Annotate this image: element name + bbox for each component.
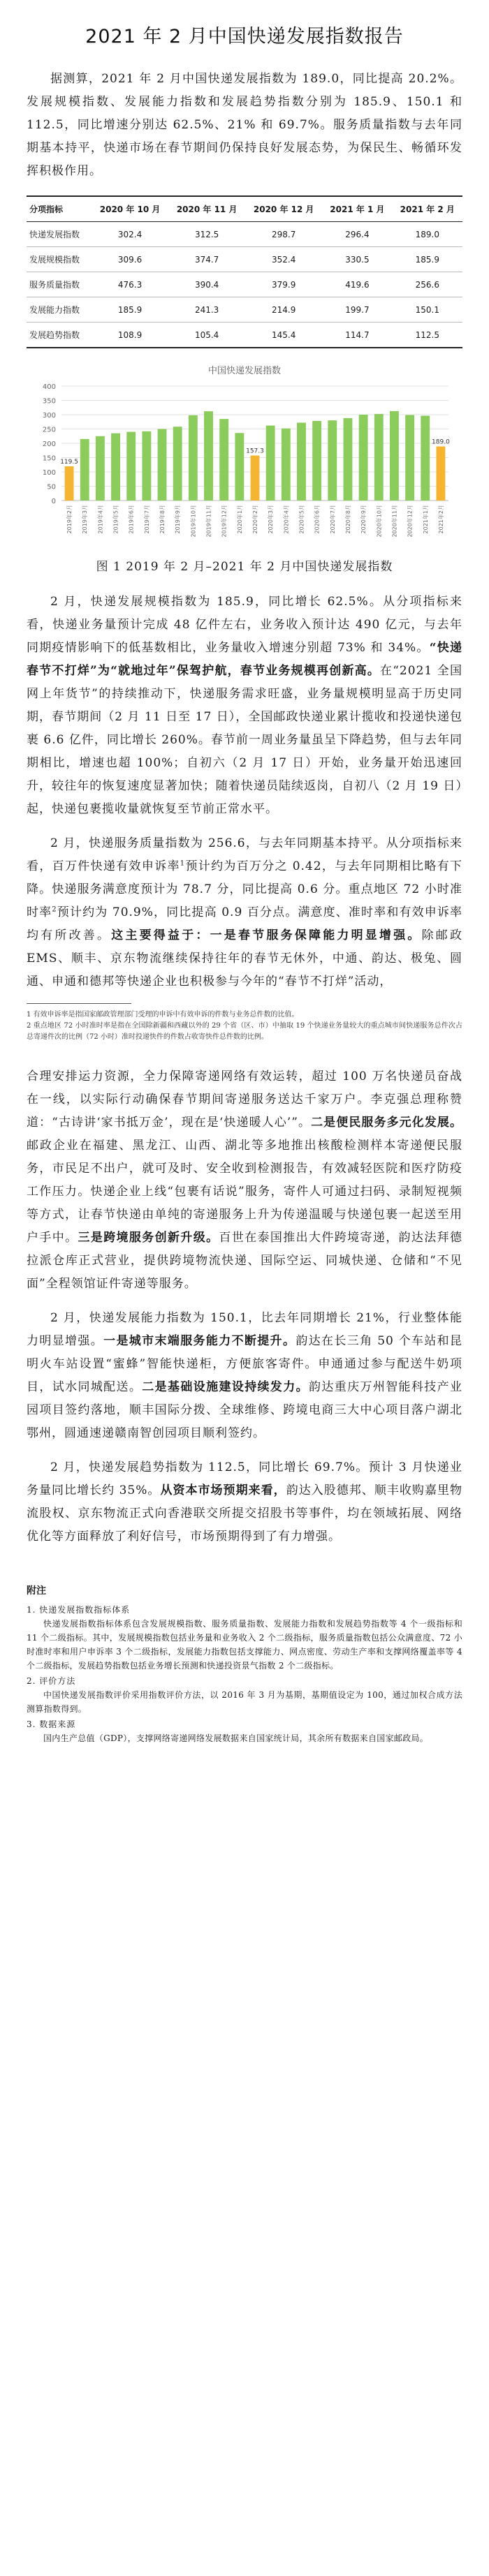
table-cell: 309.6 (92, 247, 168, 272)
quality-text-6: 邮政企业在福建、黑龙江、山西、湖北等多地推出核酸检测样本寄递便民服务，市民足不出户，就可及时、安全收到检测报告，有效减轻医院和医疗防疫工作压力。快递企业上线“包裹有话说”服务，寄件人可通过扫码、录制短视频等方式，让春节快递由单纯的寄递服务上升为传递温暖与快递包裹一起送至用户手中。 (27, 1139, 462, 1245)
table-row (27, 247, 462, 272)
x-tick-label: 2019年4月 (97, 505, 104, 534)
table-cell: 189.0 (393, 222, 462, 247)
report-title: 2021 年 2 月中国快递发展指数报告 (85, 26, 404, 47)
table-cell: 145.4 (245, 323, 322, 348)
table-cell: 发展规模指数 (27, 247, 92, 272)
table-header-cell: 分项指标 (27, 196, 92, 222)
table-cell: 105.4 (168, 323, 245, 348)
quality-continued-paragraph (27, 1065, 462, 1296)
table-cell: 298.7 (245, 222, 322, 247)
x-tick-label: 2020年8月 (344, 505, 351, 534)
bar (374, 414, 384, 501)
trend-bold: 从资本市场预期来看， (160, 1483, 286, 1497)
x-tick-label: 2020年3月 (268, 505, 275, 534)
bar (219, 419, 228, 501)
table-cell: 352.4 (245, 247, 322, 272)
quality-paragraph (27, 832, 462, 993)
table-cell: 199.7 (322, 297, 392, 323)
y-tick-label: 50 (47, 483, 56, 491)
y-tick-label: 250 (42, 426, 56, 434)
y-tick-label: 0 (51, 498, 56, 505)
y-tick-label: 400 (42, 383, 56, 391)
table-cell: 185.9 (92, 297, 168, 323)
table-header-cell: 2021 年 1 月 (322, 196, 392, 222)
table-cell: 296.4 (322, 222, 392, 247)
table-header-cell: 2020 年 12 月 (245, 196, 322, 222)
x-tick-label: 2020年11月 (391, 505, 398, 538)
table-row (27, 323, 462, 348)
bar (189, 415, 198, 501)
bar (204, 411, 213, 501)
table-row (27, 297, 462, 323)
quality-text-2: 预计约为百万分之 0.42，与去年同期相比略有下降。快递服务满意度预计为 78.7 分，同比提高 0.6 分。重点地区 72 小时准时率 (27, 859, 463, 919)
trend-lead: 2 月，快递发展趋势指数为 112.5，同比增长 69.7%。预计 3 月快递业务量同比增长约 35%。 (27, 1460, 462, 1497)
bar (158, 429, 167, 501)
chart-caption: 图 1 2019 年 2 月–2021 年 2 月中国快递发展指数 (96, 560, 393, 574)
table-cell: 185.9 (393, 247, 462, 272)
capacity-lead: 2 月，快递发展能力指数为 150.1，比去年同期增长 21%，行业整体能力明显增强。 (27, 1311, 462, 1348)
quality-text-7: 百世在泰国推出大件跨境寄递，韵达法拜德拉派仓库正式营业，提供跨境物流快递、国际空运、同城快递、仓储和“不见面”全程领馆证件寄递等服务。 (27, 1231, 463, 1291)
x-tick-label: 2020年9月 (360, 505, 367, 534)
scale-lead: 2 月，快递发展规模指数为 185.9，同比增长 62.5%。从分项指标来看，快递业务量预计完成 48 亿件左右，业务收入预计达 490 亿元，与去年同期疫情影响下的低基数相比，业务量收入增速分别超 73% 和 34%。 (27, 595, 462, 655)
bar (111, 434, 120, 501)
capacity-bold-1: 一是城市末端服务能力不断提升。 (103, 1334, 296, 1348)
x-tick-label: 2020年6月 (314, 505, 321, 534)
scale-paragraph (27, 591, 462, 821)
appendix-item-text: 快递发展指数指标体系包含发展规模指数、服务质量指数、发展能力指数和发展趋势指数等 4 个一级指标和 11 个二级指标。其中，发展规模指数包括业务量和业务收入 2 个二级指标，服务质量指数包括公众满意度、72 小时准时率和用户申诉率 3 个二级指标，发展能力指数包括支撑能力、网点密度、劳动生产率和支撑网络覆盖率等 4 个二级指标，发展趋势指数包括业务增长预测和快递投资景气指数 2 个二级指标。 (27, 1619, 462, 1671)
table-cell: 发展能力指数 (27, 297, 92, 323)
table-cell: 390.4 (168, 272, 245, 297)
table-header-cell: 2021 年 2 月 (393, 196, 462, 222)
table-cell: 476.3 (92, 272, 168, 297)
table-cell: 302.4 (92, 222, 168, 247)
bar (359, 415, 368, 501)
footnote-ref-1: 1 (180, 859, 186, 868)
x-tick-label: 2020年7月 (329, 505, 336, 534)
footnote-2: 2 重点地区 72 小时准时率是指在全国除新疆和西藏以外的 29 个省（区、市）中抽取 19 个快递业务量较大的重点城市间快递服务总件次占总寄递件次的比例（72 小时）准时投递快件的件数占收寄快件总件数的比例。 (27, 1022, 462, 1041)
table-cell: 快递发展指数 (27, 222, 92, 247)
bar-data-label: 157.3 (246, 447, 264, 455)
table-cell: 服务质量指数 (27, 272, 92, 297)
bar (344, 418, 353, 501)
x-tick-label: 2021年2月 (437, 505, 444, 534)
capacity-text-1: 韵达在长三角 50 个车站和昆明火车站设置“蜜蜂”智能快递柜，方便旅客寄件。申通通过参与配送牛奶项目，试水同城配送。 (27, 1334, 462, 1394)
quality-bold-2: 二是便民服务多元化发展。 (311, 1116, 463, 1130)
table-cell: 150.1 (393, 297, 462, 323)
bar (421, 415, 430, 501)
footnote-1: 1 有效申诉率是指国家邮政管理部门受理的申诉中有效申诉的件数与业务总件数的比值。 (27, 1011, 299, 1019)
x-tick-label: 2019年12月 (221, 505, 228, 538)
appendix-heading: 附注 (27, 1585, 46, 1597)
x-tick-label: 2020年4月 (283, 505, 290, 534)
table-cell: 241.3 (168, 297, 245, 323)
x-tick-label: 2020年1月 (236, 505, 243, 534)
x-tick-label: 2019年9月 (175, 505, 182, 534)
bar (266, 426, 275, 501)
bar (312, 421, 321, 501)
x-tick-label: 2019年7月 (143, 505, 150, 534)
scale-bold: “快递春节不打烊”为“就地过年”保驾护航，春节业务规模再创新高。 (27, 641, 463, 678)
table-header-cell: 2020 年 10 月 (92, 196, 168, 222)
table-cell: 419.6 (322, 272, 392, 297)
table-cell: 312.5 (168, 222, 245, 247)
table-cell: 114.7 (322, 323, 392, 348)
x-tick-label: 2019年10月 (190, 505, 197, 538)
x-tick-label: 2019年5月 (112, 505, 119, 534)
index-table (27, 195, 462, 348)
table-cell: 256.6 (393, 272, 462, 297)
intro-paragraph: 据测算，2021 年 2 月中国快递发展指数为 189.0，同比提高 20.2%。发展规模指数、发展能力指数和发展趋势指数分别为 185.9、150.1 和 112.5，同比增速分别达 62.5%、21% 和 69.7%。服务质量指数与去年同期基本持平，快递市场在春节期间仍保持良好发展态势，为保民生、畅循环发挥积极作用。 (27, 72, 462, 178)
x-tick-label: 2020年10月 (376, 505, 383, 538)
scale-rest: 在“2021 全国网上年货节”的持续推动下，快递服务需求旺盛，业务量规模明显高于历史同期，春节期间（2 月 11 日至 17 日），全国邮政快递业累计揽收和投递快递包裹 6.6 亿件，同比增长 260%。春节前一周业务量虽呈下降趋势，但与去年同期相比，增速也超 100%；自初六（2 月 17 日）开始，业务量开始迅速回升，较往年的恢复速度显著加快；随着快递员陆续返岗，自初八（2 月 19 日）起，快递包裹揽收量就恢复至节前正常水平。 (27, 664, 462, 816)
trend-rest: 韵达入股德邦、顺丰收购嘉里物流股权、京东物流正式向香港联交所提交招股书等事件，均在领域拓展、网络优化等方面释放了利好信号，市场预期得到了有力增强。 (27, 1483, 463, 1544)
bar (235, 433, 244, 501)
capacity-text-2: 韵达重庆万州智能科技产业园项目签约落地，顺丰国际分拨、全球维修、跨境电商三大中心项目落户湖北鄂州，圆通速递赣南智创园项目顺利签约。 (27, 1380, 463, 1440)
x-tick-label: 2021年1月 (422, 505, 429, 534)
table-cell: 374.7 (168, 247, 245, 272)
appendix-item-text: 中国快递发展指数评价采用指数评价方法，以 2016 年 3 月为基期，基期值设定为 100，通过加权合成方法测算指数得到。 (27, 1690, 462, 1714)
bar (282, 429, 291, 501)
y-tick-label: 350 (42, 397, 56, 406)
appendix-item-heading: 1. 快递发展指数指标体系 (27, 1605, 131, 1615)
quality-bold-1: 这主要得益于：一是春节服务保障能力明显增强。 (111, 928, 422, 942)
table-cell: 108.9 (92, 323, 168, 348)
x-tick-label: 2019年11月 (205, 505, 212, 538)
table-header-cell: 2020 年 11 月 (168, 196, 245, 222)
appendix-item-heading: 2. 评价方法 (27, 1676, 76, 1686)
footnote-ref-2: 2 (52, 905, 57, 914)
bar (390, 411, 399, 501)
y-tick-label: 150 (42, 454, 56, 463)
quality-text-3: 预计约为 70.9%，同比提高 0.9 百分点。满意度、准时率和有效申诉率均有所改善。 (27, 905, 462, 942)
appendix-item-text: 国内生产总值（GDP），支撑网络寄递网络发展数据来自国家统计局，其余所有数据来自国家邮政局。 (43, 1733, 429, 1743)
bar-data-label: 189.0 (432, 438, 450, 446)
footnote-divider (27, 1003, 131, 1004)
table-cell: 330.5 (322, 247, 392, 272)
quality-bold-3: 三是跨境服务创新升级。 (78, 1231, 219, 1245)
trend-paragraph (27, 1456, 462, 1548)
table-header-row (27, 196, 462, 222)
bar (142, 431, 151, 501)
x-tick-label: 2019年6月 (128, 505, 135, 534)
x-tick-label: 2019年8月 (159, 505, 166, 534)
quality-text-4: 除邮政 EMS、顺丰、京东物流继续保持往年的春节无休外，中通、韵达、极兔、圆通、申通和德邦等快递企业也积极参与今年的“春节不打烊”活动， (27, 928, 463, 989)
appendix-item-heading: 3. 数据来源 (27, 1719, 76, 1729)
bar (96, 436, 105, 501)
table-row (27, 272, 462, 297)
bar (126, 432, 136, 501)
bar (405, 415, 414, 501)
bar (80, 439, 89, 501)
bar (173, 427, 182, 501)
x-tick-label: 2020年12月 (407, 505, 414, 538)
chart-svg (27, 361, 462, 549)
x-tick-label: 2019年2月 (66, 505, 73, 534)
quality-text-1: 2 月，快递服务质量指数为 256.6，与去年同期基本持平。从分项指标来看，百万件快递有效申诉率 (27, 836, 462, 873)
bar-data-label: 119.5 (60, 459, 78, 466)
table-cell: 发展趋势指数 (27, 323, 92, 348)
x-tick-label: 2019年3月 (82, 505, 89, 534)
table-cell: 214.9 (245, 297, 322, 323)
y-tick-label: 100 (42, 469, 56, 477)
bar (436, 447, 445, 501)
table-cell: 112.5 (393, 323, 462, 348)
bar (328, 420, 337, 501)
x-tick-label: 2020年2月 (252, 505, 258, 534)
table-cell: 379.9 (245, 272, 322, 297)
y-tick-label: 200 (42, 441, 56, 448)
bar (65, 466, 74, 501)
capacity-bold-2: 二是基础设施建设持续发力。 (142, 1380, 309, 1394)
quality-text-5: 合理安排运力资源，全力保障寄递网络有效运转，超过 100 万名快递员奋战在一线，以实际行动确保春节期间寄递服务送达千家万户。李克强总理称赞道：“古诗讲‘家书抵万金’，现在是‘快递暖人心’”。 (27, 1069, 462, 1130)
chart-title: 中国快递发展指数 (207, 366, 282, 376)
y-tick-label: 300 (42, 412, 56, 420)
table-row (27, 222, 462, 247)
express-index-chart (27, 361, 462, 552)
bar (251, 456, 260, 501)
x-tick-label: 2020年5月 (298, 505, 305, 534)
capacity-paragraph (27, 1307, 462, 1445)
bar (297, 422, 306, 501)
appendix (27, 1583, 462, 1745)
